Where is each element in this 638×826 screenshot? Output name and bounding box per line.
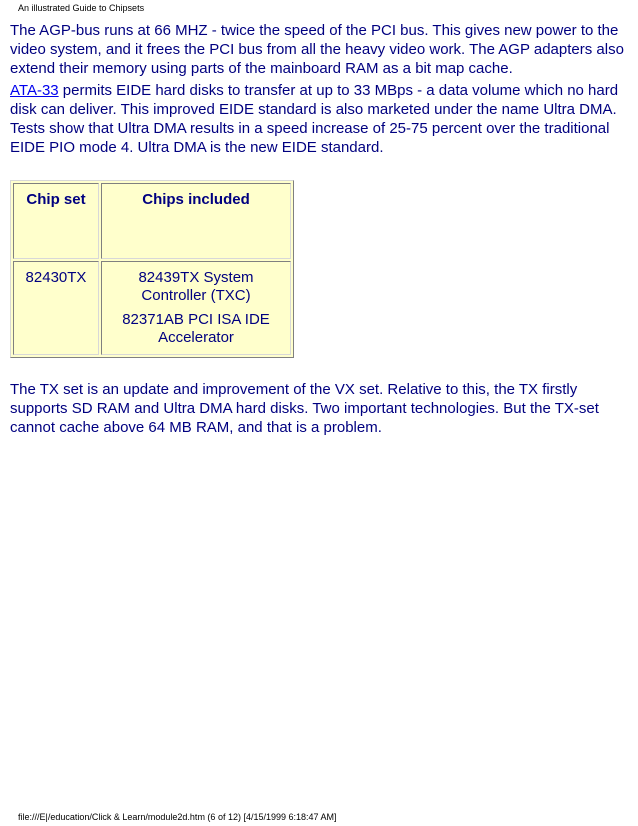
chip-item: 82439TX System Controller (TXC) xyxy=(138,269,254,304)
page-footer-url: file:///E|/education/Click & Learn/module2d.htm (6 of 12) [4/15/1999 6:18:47 AM] xyxy=(18,812,337,822)
ata-33-link[interactable]: ATA-33 xyxy=(10,82,59,99)
chipset-table xyxy=(10,180,294,358)
page-header-title: An illustrated Guide to Chipsets xyxy=(18,3,145,13)
cell-chip-set: 82430TX xyxy=(13,261,99,355)
ata-paragraph xyxy=(10,81,632,157)
table-header-row xyxy=(13,183,291,259)
tx-paragraph: The TX set is an update and improvement of the VX set. Relative to this, the TX firstly supports SD RAM and Ultra DMA hard disks. Two important technologies. But the TX-set cannot cache above 64 MB RAM, and that is a problem. xyxy=(10,381,599,436)
agp-paragraph: The AGP-bus runs at 66 MHZ - twice the speed of the PCI bus. This gives new power to the video system, and it frees the PCI bus from all the heavy video work. The AGP adapters also extend their memory using parts of the mainboard RAM as a bit map cache. xyxy=(10,22,624,77)
cell-chips-included xyxy=(101,261,291,355)
table-row xyxy=(13,261,291,355)
header-chip-set: Chip set xyxy=(13,183,99,259)
chip-item: 82371AB PCI ISA IDE Accelerator xyxy=(122,311,270,346)
header-chips-included: Chips included xyxy=(101,183,291,259)
ata-paragraph-text: permits EIDE hard disks to transfer at up to 33 MBps - a data volume which no hard disk can deliver. This improved EIDE standard is also marketed under the name Ultra DMA. Tests show that Ultra DMA results in a speed increase of 25-75 percent over the traditional EIDE PIO mode 4. Ultra DMA is the new EIDE standard. xyxy=(10,82,619,156)
